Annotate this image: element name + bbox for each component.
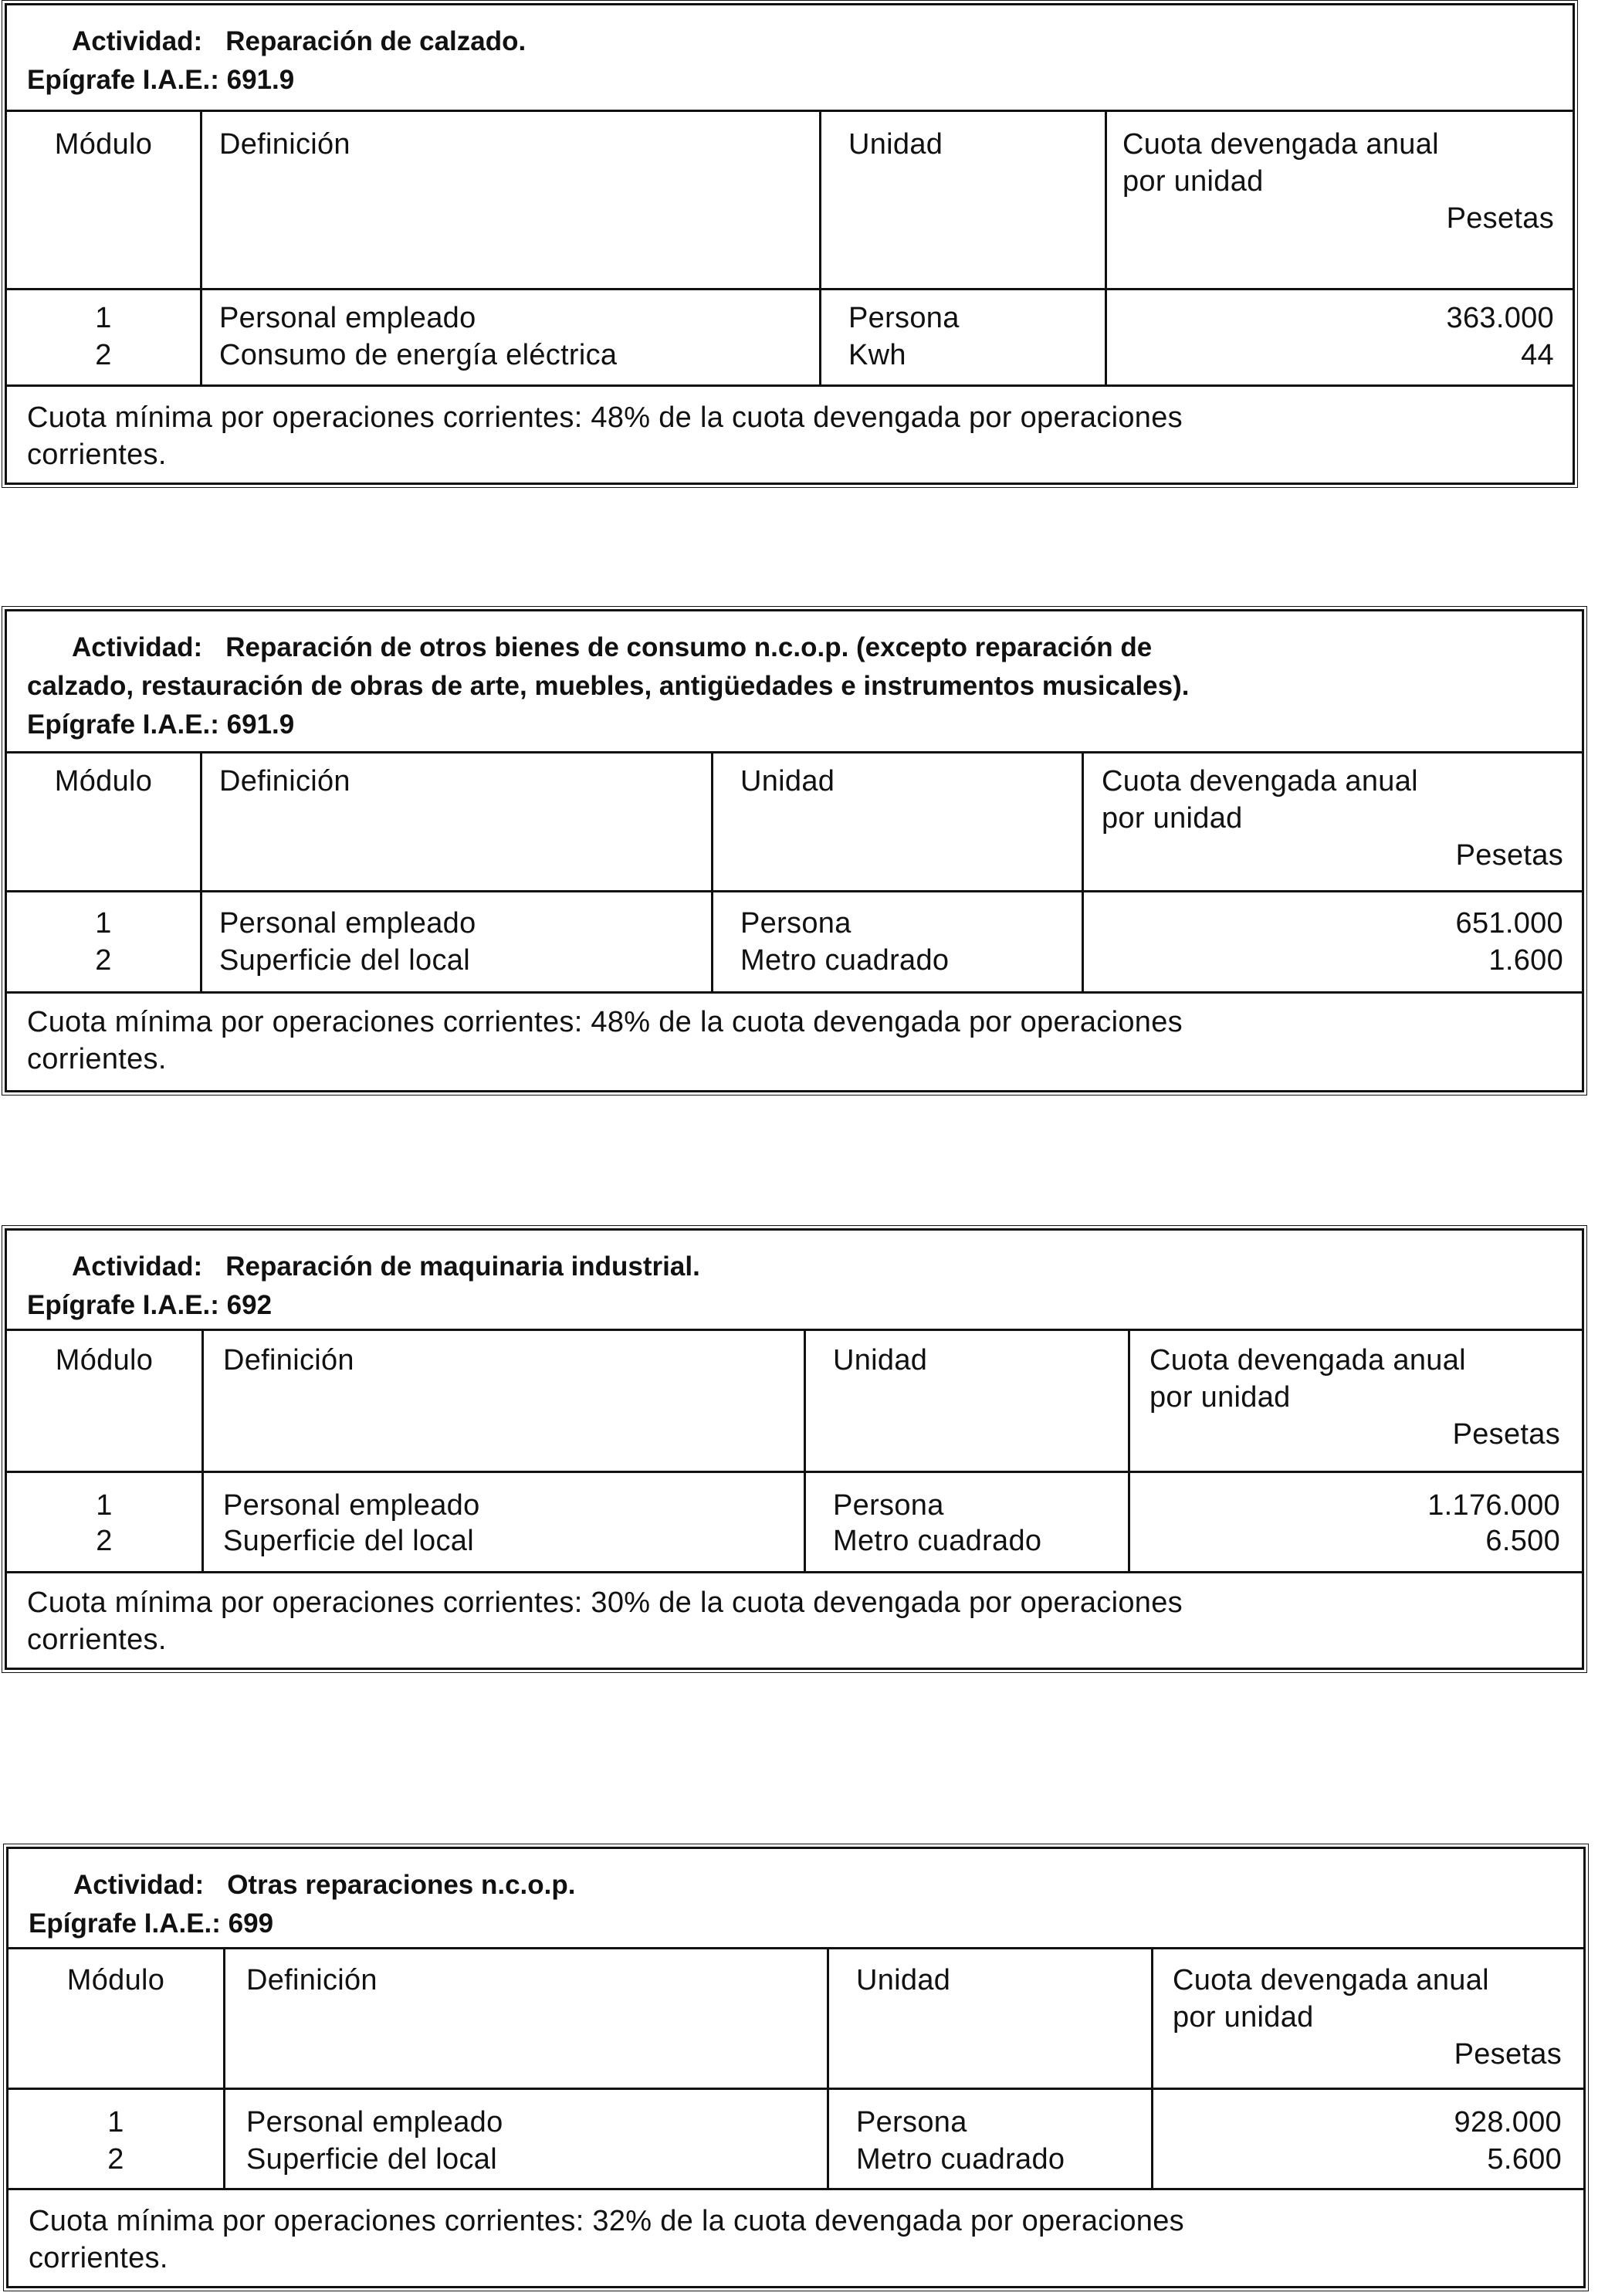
actividad-name-continued: calzado, restauración de obras de arte, muebles, antigüedades e instrumentos musicales). xyxy=(27,671,1190,701)
cuota-currency: Pesetas xyxy=(1455,839,1563,872)
cuota-header-line2: por unidad xyxy=(1102,802,1243,835)
col-header-cuota xyxy=(1173,1962,1489,2036)
actividad-label: Actividad: xyxy=(72,632,203,662)
cuota-value: 5.600 xyxy=(1487,2143,1562,2176)
activity-header xyxy=(7,611,1582,753)
cuota-value: 44 xyxy=(1521,339,1554,371)
cuota-minima-line1: Cuota mínima por operaciones corrientes: 32% de la cuota devengada por operaciones xyxy=(29,2205,1184,2237)
column-divider xyxy=(200,112,202,387)
actividad-label: Actividad: xyxy=(73,1870,205,1900)
activity-block-3 xyxy=(5,1228,1584,1670)
epigrafe: Epígrafe I.A.E.: 691.9 xyxy=(27,709,295,740)
table-body xyxy=(7,892,1582,994)
modulo-number: 2 xyxy=(107,2143,124,2176)
cuota-minima-line2: corrientes. xyxy=(29,2242,168,2274)
unidad-value: Kwh xyxy=(848,339,906,371)
column-divider xyxy=(223,1949,225,2190)
activity-block-4 xyxy=(6,1847,1586,2288)
actividad-label: Actividad: xyxy=(72,1251,203,1282)
col-header-modulo: Módulo xyxy=(55,1344,154,1377)
cuota-minima-note xyxy=(7,1584,1582,1658)
activity-header xyxy=(7,5,1573,112)
column-divider xyxy=(1082,753,1084,994)
cuota-minima-line2: corrientes. xyxy=(27,439,167,471)
definicion-value: Personal empleado xyxy=(246,2106,503,2139)
definicion-value: Superficie del local xyxy=(246,2143,497,2176)
activity-header xyxy=(7,1231,1582,1331)
table-header-row xyxy=(7,112,1573,290)
cuota-currency: Pesetas xyxy=(1454,2038,1562,2071)
cuota-minima-note xyxy=(7,1004,1582,1078)
actividad-name: Otras reparaciones n.c.o.p. xyxy=(227,1870,576,1900)
cuota-value: 1.600 xyxy=(1488,944,1563,977)
unidad-value: Metro cuadrado xyxy=(833,1525,1042,1557)
cuota-minima-line1: Cuota mínima por operaciones corrientes: 30% de la cuota devengada por operaciones xyxy=(27,1587,1183,1619)
col-header-unidad: Unidad xyxy=(740,765,835,798)
cuota-header-line2: por unidad xyxy=(1173,2001,1314,2034)
unidad-value: Persona xyxy=(848,302,960,334)
module-table xyxy=(7,1331,1582,1573)
cuota-minima-line1: Cuota mínima por operaciones corrientes: 48% de la cuota devengada por operaciones xyxy=(27,401,1183,434)
cuota-currency: Pesetas xyxy=(1446,202,1554,235)
activity-block-1 xyxy=(5,3,1575,485)
cuota-header-line2: por unidad xyxy=(1149,1381,1291,1414)
cuota-minima-note xyxy=(7,399,1573,473)
col-header-modulo: Módulo xyxy=(66,1964,165,1996)
definicion-value: Personal empleado xyxy=(219,302,476,334)
col-header-unidad: Unidad xyxy=(848,128,943,161)
epigrafe: Epígrafe I.A.E.: 691.9 xyxy=(27,65,295,95)
cuota-header-line1: Cuota devengada anual xyxy=(1122,128,1439,161)
cuota-header-line1: Cuota devengada anual xyxy=(1149,1344,1466,1377)
activity-header xyxy=(8,1849,1583,1949)
col-header-cuota xyxy=(1149,1342,1466,1416)
unidad-value: Metro cuadrado xyxy=(856,2143,1065,2176)
cuota-header-line1: Cuota devengada anual xyxy=(1173,1964,1489,1996)
modulo-number: 1 xyxy=(95,907,112,940)
unidad-value: Persona xyxy=(740,907,852,940)
column-divider xyxy=(819,112,821,387)
table-header-row xyxy=(7,753,1582,892)
column-divider xyxy=(1128,1331,1130,1573)
activity-block-2 xyxy=(5,609,1584,1092)
modulo-number: 2 xyxy=(95,339,112,371)
epigrafe: Epígrafe I.A.E.: 699 xyxy=(29,1908,274,1939)
modulo-number: 1 xyxy=(95,302,112,334)
col-header-modulo: Módulo xyxy=(54,765,153,798)
table-body xyxy=(7,290,1573,387)
cuota-value: 6.500 xyxy=(1485,1525,1560,1557)
definicion-value: Superficie del local xyxy=(223,1525,474,1557)
unidad-value: Persona xyxy=(856,2106,967,2139)
col-header-definicion: Definición xyxy=(219,765,350,798)
cuota-value: 1.176.000 xyxy=(1427,1489,1560,1522)
col-header-unidad: Unidad xyxy=(833,1344,928,1377)
cuota-minima-line2: corrientes. xyxy=(27,1624,167,1656)
definicion-value: Personal empleado xyxy=(223,1489,480,1522)
unidad-value: Persona xyxy=(833,1489,944,1522)
module-table xyxy=(7,753,1582,994)
actividad-name: Reparación de otros bienes de consumo n.c.o.p. (excepto reparación de xyxy=(225,632,1153,662)
definicion-value: Personal empleado xyxy=(219,907,476,940)
definicion-value: Superficie del local xyxy=(219,944,470,977)
cuota-header-line1: Cuota devengada anual xyxy=(1102,765,1418,798)
modulo-number: 2 xyxy=(96,1525,113,1557)
cuota-minima-line1: Cuota mínima por operaciones corrientes: 48% de la cuota devengada por operaciones xyxy=(27,1006,1183,1038)
actividad-name: Reparación de calzado. xyxy=(225,26,526,56)
cuota-value: 363.000 xyxy=(1446,302,1554,334)
col-header-modulo: Módulo xyxy=(54,128,153,161)
unidad-value: Metro cuadrado xyxy=(740,944,950,977)
column-divider xyxy=(1105,112,1107,387)
cuota-minima-note xyxy=(8,2203,1583,2277)
table-header-row xyxy=(8,1949,1583,2090)
col-header-unidad: Unidad xyxy=(856,1964,951,1996)
column-divider xyxy=(804,1331,806,1573)
epigrafe: Epígrafe I.A.E.: 692 xyxy=(27,1290,273,1320)
column-divider xyxy=(201,1331,204,1573)
cuota-header-line2: por unidad xyxy=(1122,165,1264,198)
col-header-definicion: Definición xyxy=(246,1964,378,1996)
cuota-value: 651.000 xyxy=(1455,907,1563,940)
cuota-value: 928.000 xyxy=(1454,2106,1562,2139)
module-table xyxy=(7,112,1573,387)
table-header-row xyxy=(7,1331,1582,1473)
col-header-definicion: Definición xyxy=(223,1344,354,1377)
modulo-number: 1 xyxy=(107,2106,124,2139)
module-table xyxy=(8,1949,1583,2190)
column-divider xyxy=(711,753,713,994)
column-divider xyxy=(200,753,202,994)
cuota-currency: Pesetas xyxy=(1452,1418,1560,1451)
column-divider xyxy=(827,1949,829,2190)
col-header-definicion: Definición xyxy=(219,128,350,161)
actividad-name: Reparación de maquinaria industrial. xyxy=(225,1251,700,1282)
cuota-minima-line2: corrientes. xyxy=(27,1043,167,1075)
column-divider xyxy=(1151,1949,1153,2190)
modulo-number: 1 xyxy=(96,1489,113,1522)
col-header-cuota xyxy=(1102,763,1418,837)
table-body xyxy=(7,1473,1582,1573)
col-header-cuota xyxy=(1122,126,1439,200)
actividad-label: Actividad: xyxy=(72,26,203,56)
definicion-value: Consumo de energía eléctrica xyxy=(219,339,618,371)
table-body xyxy=(8,2090,1583,2190)
modulo-number: 2 xyxy=(95,944,112,977)
